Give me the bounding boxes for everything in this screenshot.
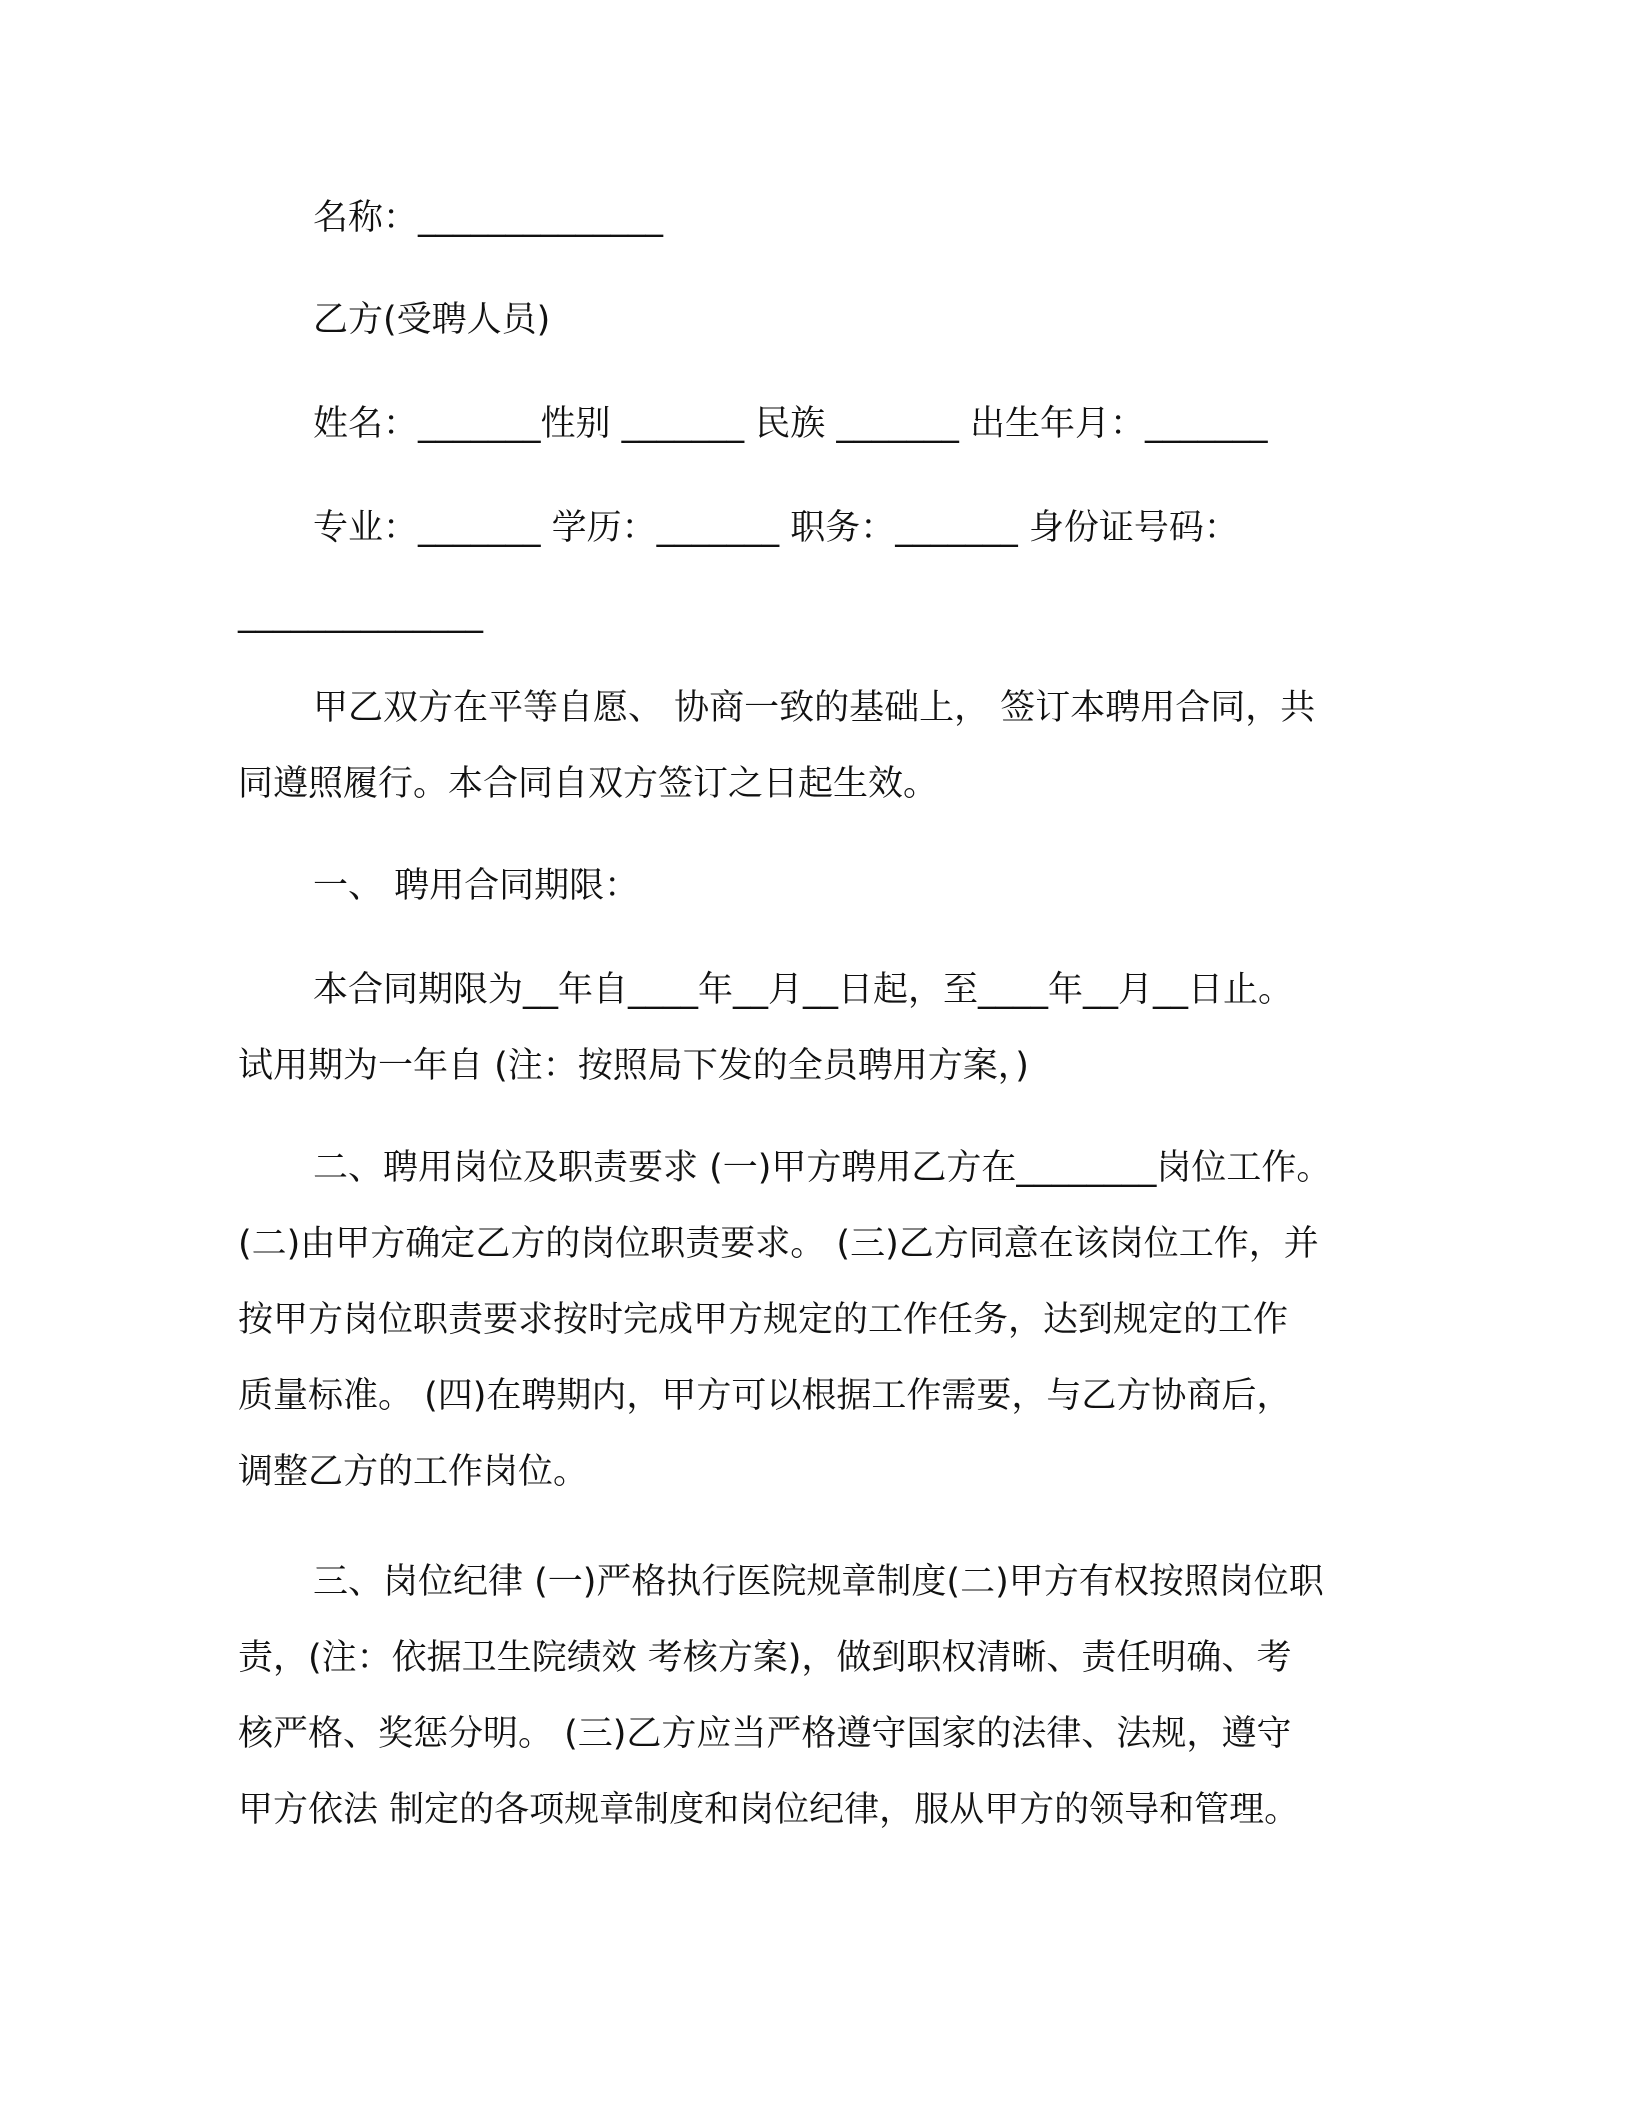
id-number-blank: ______________: [238, 594, 483, 634]
section3-line-4: 甲方依法 制定的各项规章制度和岗位纪律，服从甲方的领导和管理。: [238, 1790, 1300, 1830]
section2-line-5: 调整乙方的工作岗位。: [238, 1452, 589, 1492]
section1-heading: 一、 聘用合同期限：: [313, 866, 640, 906]
personal-info-line: 姓名：_______性别 _______ 民族 _______ 出生年月：_______: [313, 404, 1268, 444]
section2-line-2: (二)由甲方确定乙方的岗位职责要求。 (三)乙方同意在该岗位工作，并: [238, 1224, 1319, 1264]
section2-line-4: 质量标准。 (四)在聘期内，甲方可以根据工作需要，与乙方协商后，: [238, 1376, 1292, 1416]
section3-line-2: 责，(注：依据卫生院绩效 考核方案)，做到职权清晰、责任明确、考: [238, 1638, 1292, 1678]
section1-line-2: 试用期为一年自 (注：按照局下发的全员聘用方案，): [238, 1046, 1029, 1086]
profession-info-line: 专业：_______ 学历：_______ 职务：_______ 身份证号码：: [313, 508, 1239, 548]
party-b-title: 乙方(受聘人员): [313, 300, 551, 340]
section2-line-1: 二、聘用岗位及职责要求 (一)甲方聘用乙方在________岗位工作。: [313, 1148, 1332, 1188]
section2-line-3: 按甲方岗位职责要求按时完成甲方规定的工作任务，达到规定的工作: [238, 1300, 1289, 1340]
intro-line-2: 同遵照履行。本合同自双方签订之日起生效。: [238, 764, 939, 804]
section3-line-3: 核严格、奖惩分明。 (三)乙方应当严格遵守国家的法律、法规，遵守: [238, 1714, 1292, 1754]
intro-line-1: 甲乙双方在平等自愿、 协商一致的基础上， 签订本聘用合同，共: [313, 688, 1316, 728]
name-field-line: 名称：______________: [313, 198, 664, 238]
section3-line-1: 三、岗位纪律 (一)严格执行医院规章制度(二)甲方有权按照岗位职: [313, 1562, 1324, 1602]
section1-line-1: 本合同期限为__年自____年__月__日起，至____年__月__日止。: [313, 970, 1294, 1010]
